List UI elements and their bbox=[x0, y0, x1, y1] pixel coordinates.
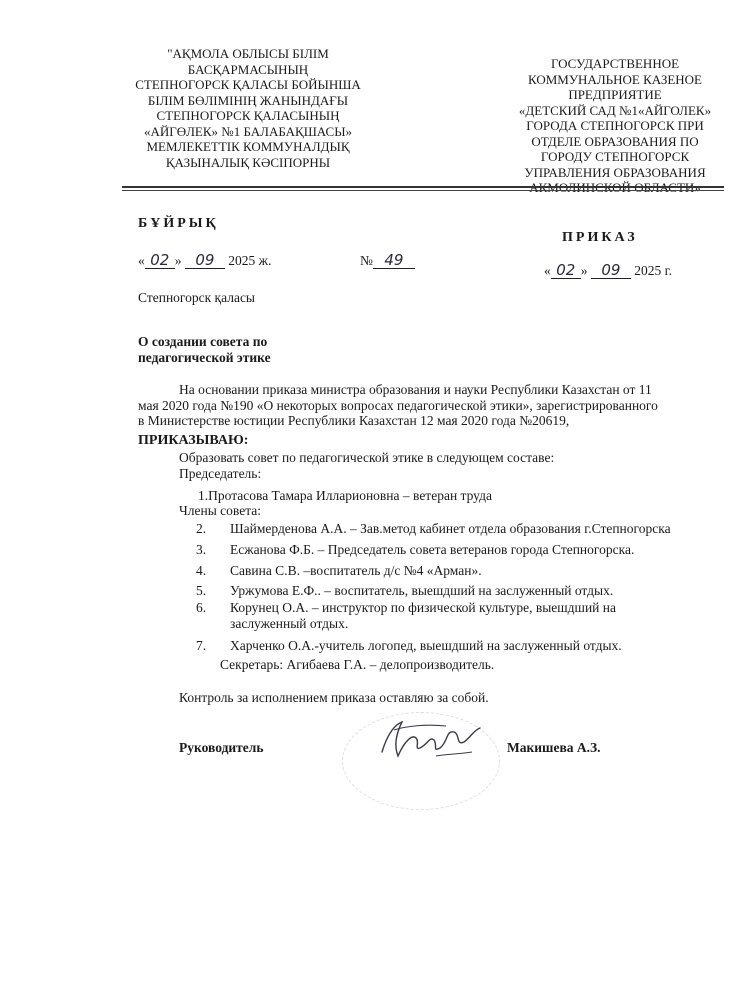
number-handwritten: 49 bbox=[373, 252, 415, 269]
secretary: Секретарь: Агибаева Г.А. – делопроизводитель. bbox=[220, 657, 495, 672]
list-item-text bbox=[230, 600, 616, 638]
preamble-line: в Министерстве юстиции Республики Казахстан 12 мая 2020 года №20619, bbox=[138, 413, 570, 428]
list-item-number: 5. bbox=[196, 583, 207, 598]
chair: 1.Протасова Тамара Илларионовна – ветеран труда bbox=[198, 488, 492, 503]
subject-line: О создании совета по bbox=[138, 334, 268, 349]
signatory-name: Макишева А.З. bbox=[507, 740, 601, 755]
date-kz bbox=[138, 252, 271, 269]
intro: Образовать совет по педагогической этике в следующем составе: bbox=[179, 450, 555, 465]
header-left-line: БАСҚАРМАСЫНЫҢ bbox=[187, 61, 309, 77]
list-item-text: Есжанова Ф.Б. – Председатель совета ветеранов города Степногорска. bbox=[230, 542, 635, 557]
list-item bbox=[196, 638, 700, 656]
list-item-line: заслуженный отдых. bbox=[230, 615, 349, 631]
header-right-line: ОТДЕЛЕ ОБРАЗОВАНИЯ ПО bbox=[531, 133, 699, 149]
list-item bbox=[196, 542, 700, 563]
date-year: 2025 г. bbox=[634, 263, 673, 278]
date-day-handwritten: 02 bbox=[551, 262, 581, 279]
list-item-number: 6. bbox=[196, 600, 207, 615]
header-left-line: "АҚМОЛА ОБЛЫСЫ БІЛІМ bbox=[167, 46, 329, 61]
title-ru: ПРИКАЗ bbox=[562, 230, 638, 245]
preamble-line: мая 2020 года №190 «О некоторых вопросах педагогической этики», зарегистрированного bbox=[138, 397, 658, 413]
handwritten-signature bbox=[376, 712, 486, 768]
list-item-number: 4. bbox=[196, 563, 207, 578]
date-close-quote: » bbox=[580, 263, 588, 278]
signatory-role: Руководитель bbox=[179, 740, 264, 755]
header-left-line: СТЕПНОГОРСК ҚАЛАСЫ БОЙЫНША bbox=[135, 77, 361, 92]
members-list bbox=[196, 521, 700, 656]
date-day-handwritten: 02 bbox=[145, 252, 175, 269]
date-month-handwritten: 09 bbox=[185, 252, 225, 269]
list-item-text: Савина С.В. –воспитатель д/с №4 «Арман». bbox=[230, 563, 482, 578]
date-close-quote: » bbox=[174, 253, 182, 268]
list-item-line: Корунец О.А. – инструктор по физической культуре, выешдший на bbox=[230, 600, 616, 615]
list-item-number: 7. bbox=[196, 638, 207, 653]
list-item bbox=[196, 600, 700, 638]
header-left-line: «АЙГӨЛЕК» №1 БАЛАБАҚШАСЫ» bbox=[143, 123, 353, 139]
chair-label: Председатель: bbox=[179, 466, 262, 481]
date-month-handwritten: 09 bbox=[591, 262, 631, 279]
header-left-line: СТЕПНОГОРСК ҚАЛАСЫНЫҢ bbox=[156, 108, 340, 123]
date-open-quote: « bbox=[544, 263, 551, 278]
members-label: Члены совета: bbox=[179, 503, 262, 518]
subject-line: педагогической этике bbox=[138, 350, 271, 365]
list-item bbox=[196, 583, 700, 600]
list-item bbox=[196, 521, 700, 542]
list-item-text: Уржумова Е.Ф.. – воспитатель, выешдший на заслуженный отдых. bbox=[230, 583, 614, 598]
order-number bbox=[360, 252, 415, 269]
header-left-line: БІЛІМ БӨЛІМІНІҢ ЖАНЫНДАҒЫ bbox=[147, 92, 349, 108]
header-left-line: ҚАЗЫНАЛЫҚ КӘСІПОРНЫ bbox=[165, 154, 331, 170]
list-item-number: 3. bbox=[196, 542, 207, 557]
preamble bbox=[138, 382, 658, 429]
header-right-line: УПРАВЛЕНИЯ ОБРАЗОВАНИЯ bbox=[524, 164, 706, 180]
header-right-block bbox=[500, 56, 730, 196]
title-kz: БҰЙРЫҚ bbox=[138, 216, 219, 231]
list-item bbox=[196, 563, 700, 583]
header-left-block bbox=[122, 46, 374, 170]
header-divider bbox=[122, 186, 724, 188]
date-ru bbox=[544, 262, 672, 279]
header-right-line: ПРЕДПРИЯТИЕ bbox=[568, 87, 662, 102]
header-right-line: ГОРОДА СТЕПНОГОРСК ПРИ bbox=[526, 118, 704, 133]
header-right-line: КОММУНАЛЬНОЕ КАЗЕНОЕ bbox=[528, 71, 702, 87]
header-right-line: ГОСУДАРСТВЕННОЕ bbox=[550, 56, 680, 71]
number-sign: № bbox=[360, 253, 373, 268]
city: Степногорск қаласы bbox=[138, 290, 256, 305]
header-right-line: ГОРОДУ СТЕПНОГОРСК bbox=[540, 149, 690, 164]
date-open-quote: « bbox=[138, 253, 145, 268]
list-item-number: 2. bbox=[196, 521, 207, 536]
preamble-line: На основании приказа министра образования и науки Республики Казахстан от 11 bbox=[179, 382, 652, 397]
list-item-text: Харченко О.А.-учитель логопед, выешдший на заслуженный отдых. bbox=[230, 638, 622, 653]
header-divider-thin bbox=[122, 190, 724, 191]
control-clause: Контроль за исполнением приказа оставляю за собой. bbox=[179, 690, 489, 705]
order-subject bbox=[138, 334, 271, 366]
list-item-text: Шаймерденова А.А. – Зав.метод кабинет отдела образования г.Степногорска bbox=[230, 521, 671, 536]
header-right-line: «ДЕТСКИЙ САД №1«АЙГОЛЕК» bbox=[518, 102, 712, 118]
order-word: ПРИКАЗЫВАЮ: bbox=[138, 433, 249, 448]
date-year: 2025 ж. bbox=[228, 253, 272, 268]
header-left-line: МЕМЛЕКЕТТІК КОММУНАЛДЫҚ bbox=[146, 139, 350, 154]
